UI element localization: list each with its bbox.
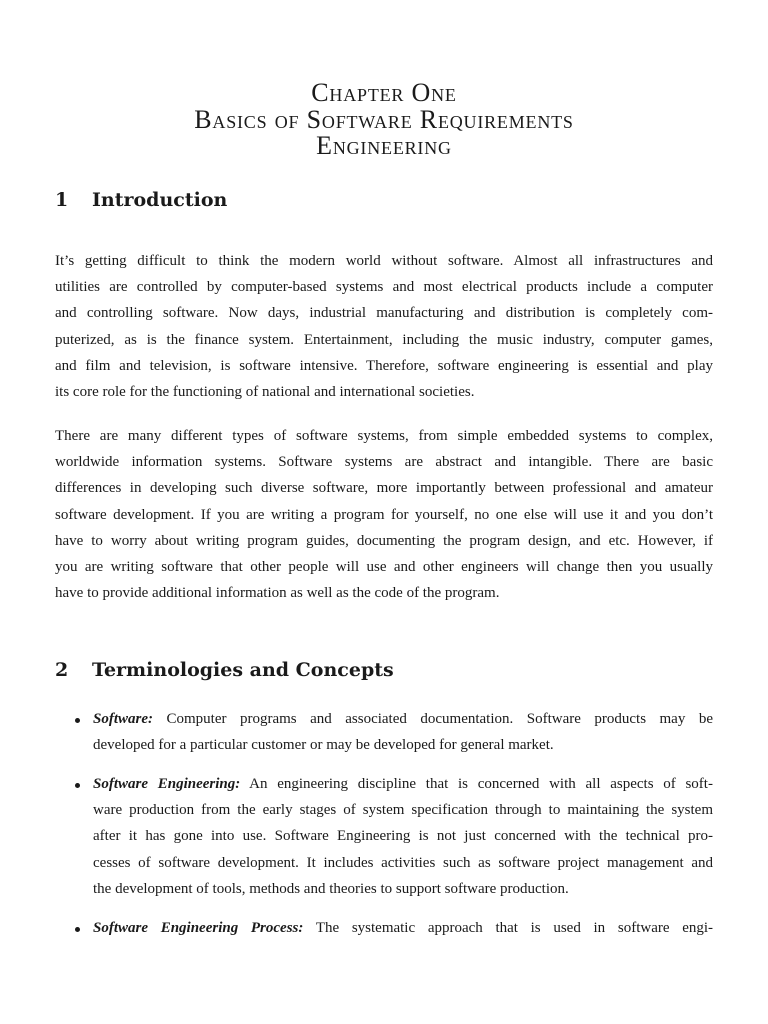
text-line: after it has gone into use. Software Engineering is not just concerned with the technical pro-: [93, 828, 713, 845]
bullet-marker: [75, 783, 80, 788]
section-title: Introduction: [92, 189, 228, 211]
bullet-marker: [75, 927, 80, 932]
definition-text: Computer programs and associated documentation. Software products may be: [166, 711, 713, 727]
text-line: [93, 915, 713, 941]
text-line: [93, 706, 713, 732]
text-line: its core role for the functioning of national and international societies.: [55, 383, 475, 400]
chapter-label: Chapter One: [311, 78, 457, 107]
text-line: [93, 771, 713, 797]
chapter-heading: [0, 80, 768, 160]
definition-text: An engineering discipline that is concerned with all aspects of soft-: [249, 776, 713, 792]
text-line: and controlling software. Now days, industrial manufacturing and distribution is completely com-: [55, 305, 713, 322]
section-number: 2: [55, 659, 69, 681]
paragraph: [55, 248, 713, 405]
text-line: cesses of software development. It includes activities such as software project management and: [93, 854, 713, 871]
text-line: developed for a particular customer or may be developed for general market.: [93, 737, 554, 754]
term-label: Software Engineering:: [93, 776, 241, 792]
definition-text: The systematic approach that is used in software engi-: [315, 920, 714, 936]
text-line: the development of tools, methods and theories to support software production.: [93, 880, 569, 897]
text-line: ware production from the early stages of system specification through to maintaining the system: [93, 802, 713, 819]
chapter-title-line-2: Engineering: [316, 131, 452, 160]
section-title: Terminologies and Concepts: [92, 659, 394, 681]
text-line: utilities are controlled by computer-based systems and most electrical products include a computer: [55, 279, 713, 296]
section-heading-introduction: [55, 187, 227, 213]
text-line: differences in developing such diverse software, more importantly between professional and amateur: [55, 480, 713, 497]
term-label: Software Engineering Process:: [93, 920, 304, 936]
section-heading-terminologies: [55, 657, 394, 683]
list-item: [93, 915, 713, 941]
text-line: have to worry about writing program guides, documenting the program design, and etc. However, if: [55, 532, 713, 549]
text-line: you are writing software that other people will use and other engineers will change then you usually: [55, 558, 713, 575]
list-item: [93, 771, 713, 902]
text-line: have to provide additional information as well as the code of the program.: [55, 585, 500, 602]
text-line: and film and television, is software intensive. Therefore, software engineering is essential and play: [55, 357, 713, 374]
text-line: worldwide information systems. Software systems are abstract and intangible. There are basic: [55, 454, 713, 471]
text-line: puterized, as is the finance system. Entertainment, including the music industry, computer games,: [55, 331, 713, 348]
bullet-marker: [75, 718, 80, 723]
paragraph: [55, 423, 713, 606]
text-line: There are many different types of software systems, from simple embedded systems to complex,: [55, 428, 713, 444]
chapter-title-line-1: Basics of Software Requirements: [194, 104, 574, 134]
text-line: software development. If you are writing a program for yourself, no one else will use it and you don’t: [55, 506, 713, 523]
section-number: 1: [55, 189, 69, 211]
term-label: Software:: [93, 711, 153, 727]
list-item: [93, 706, 713, 758]
text-line: It’s getting difficult to think the modern world without software. Almost all infrastructures and: [55, 253, 713, 269]
